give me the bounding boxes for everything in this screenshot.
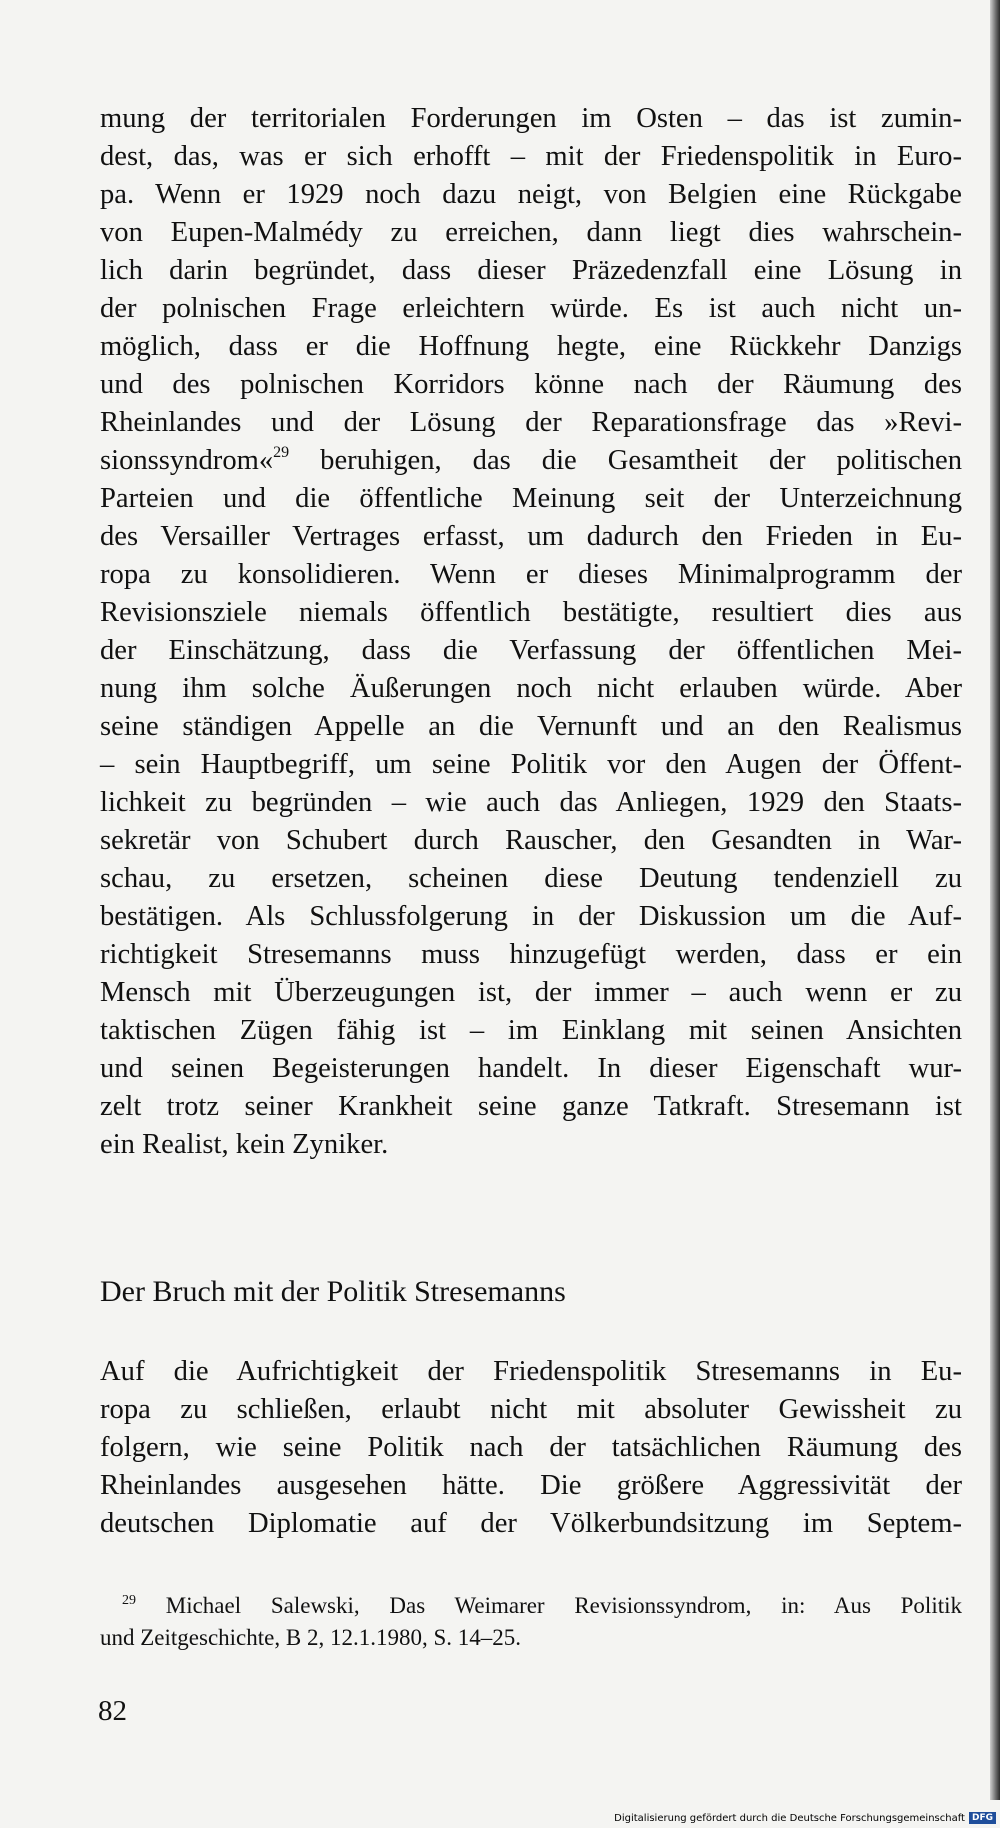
text-line: sekretär von Schubert durch Rauscher, den Gesandten in War- [100,825,962,856]
text-line: Rheinlandes ausgesehen hätte. Die größere Aggressivität der [100,1470,962,1501]
text-line: dest, das, was er sich erhofft – mit der Friedenspolitik in Euro- [100,141,962,172]
page-number: 82 [98,1695,127,1727]
text-line: bestätigen. Als Schlussfolgerung in der Diskussion um die Auf- [100,901,962,932]
text-line: Revisionsziele niemals öffentlich bestätigte, resultiert dies aus [100,597,962,628]
footnote-text: Michael Salewski, Das Weimarer Revisionssyndrom, in: Aus Politik [136,1593,962,1618]
text-line: – sein Hauptbegriff, um seine Politik vor den Augen der Öffent- [100,749,962,780]
text-line: deutschen Diplomatie auf der Völkerbundsitzung im Septem- [100,1508,962,1539]
text-line: ropa zu schließen, erlaubt nicht mit absoluter Gewissheit zu [100,1394,962,1425]
dfg-logo: DFG [969,1812,996,1824]
text-line: ein Realist, kein Zyniker. [100,1129,389,1160]
text-line: und des polnischen Korridors könne nach der Räumung des [100,369,962,400]
text-line: lich darin begründet, dass dieser Präzedenzfall eine Lösung in [100,255,962,286]
body-text-section-2 [100,1353,962,1543]
text-line: nung ihm solche Äußerungen noch nicht erlauben würde. Aber [100,673,962,704]
text-line: schau, zu ersetzen, scheinen diese Deutung tendenziell zu [100,863,962,894]
text-line: mung der territorialen Forderungen im Osten – das ist zumin- [100,103,962,134]
footnote-line: und Zeitgeschichte, B 2, 12.1.1980, S. 14–25. [100,1625,521,1650]
body-text-section-1 [100,100,962,1164]
text-line: Rheinlandes und der Lösung der Reparationsfrage das »Revi- [100,407,962,438]
text-line: Mensch mit Überzeugungen ist, der immer – auch wenn er zu [100,977,962,1008]
text-fragment: beruhigen, das die Gesamtheit der politischen [289,445,962,476]
text-line: taktischen Zügen fähig ist – im Einklang mit seinen Ansichten [100,1015,962,1046]
text-line: von Eupen-Malmédy zu erreichen, dann liegt dies wahrschein- [100,217,962,248]
book-binding-edge [990,0,1000,1800]
text-line: des Versailler Vertrages erfasst, um dadurch den Frieden in Eu- [100,521,962,552]
text-line: Parteien und die öffentliche Meinung seit der Unterzeichnung [100,483,962,514]
text-line: möglich, dass er die Hoffnung hegte, eine Rückkehr Danzigs [100,331,962,362]
text-line: zelt trotz seiner Krankheit seine ganze Tatkraft. Stresemann ist [100,1091,962,1122]
text-fragment: sionssyndrom« [100,445,274,476]
footnote [100,1590,962,1654]
text-line-with-footnote-ref [100,442,962,480]
footnote-number: 29 [122,1593,136,1608]
text-line: seine ständigen Appelle an die Vernunft und an den Realismus [100,711,962,742]
text-line: Auf die Aufrichtigkeit der Friedenspolitik Stresemanns in Eu- [100,1356,962,1387]
text-line: folgern, wie seine Politik nach der tatsächlichen Räumung des [100,1432,962,1463]
text-line: ropa zu konsolidieren. Wenn er dieses Minimalprogramm der [100,559,962,590]
text-line: richtigkeit Stresemanns muss hinzugefügt werden, dass er ein [100,939,962,970]
text-line: der polnischen Frage erleichtern würde. Es ist auch nicht un- [100,293,962,324]
footer-text: Digitalisierung gefördert durch die Deutsche Forschungsgemeinschaft [614,1812,965,1824]
section-heading: Der Bruch mit der Politik Stresemanns [100,1275,566,1308]
footnote-reference[interactable]: 29 [273,444,290,461]
text-line: pa. Wenn er 1929 noch dazu neigt, von Belgien eine Rückgabe [100,179,962,210]
digitization-footer [614,1812,996,1824]
text-line: der Einschätzung, dass die Verfassung der öffentlichen Mei- [100,635,962,666]
footnote-line [100,1590,962,1622]
text-line: und seinen Begeisterungen handelt. In dieser Eigenschaft wur- [100,1053,962,1084]
text-line: lichkeit zu begründen – wie auch das Anliegen, 1929 den Staats- [100,787,962,818]
